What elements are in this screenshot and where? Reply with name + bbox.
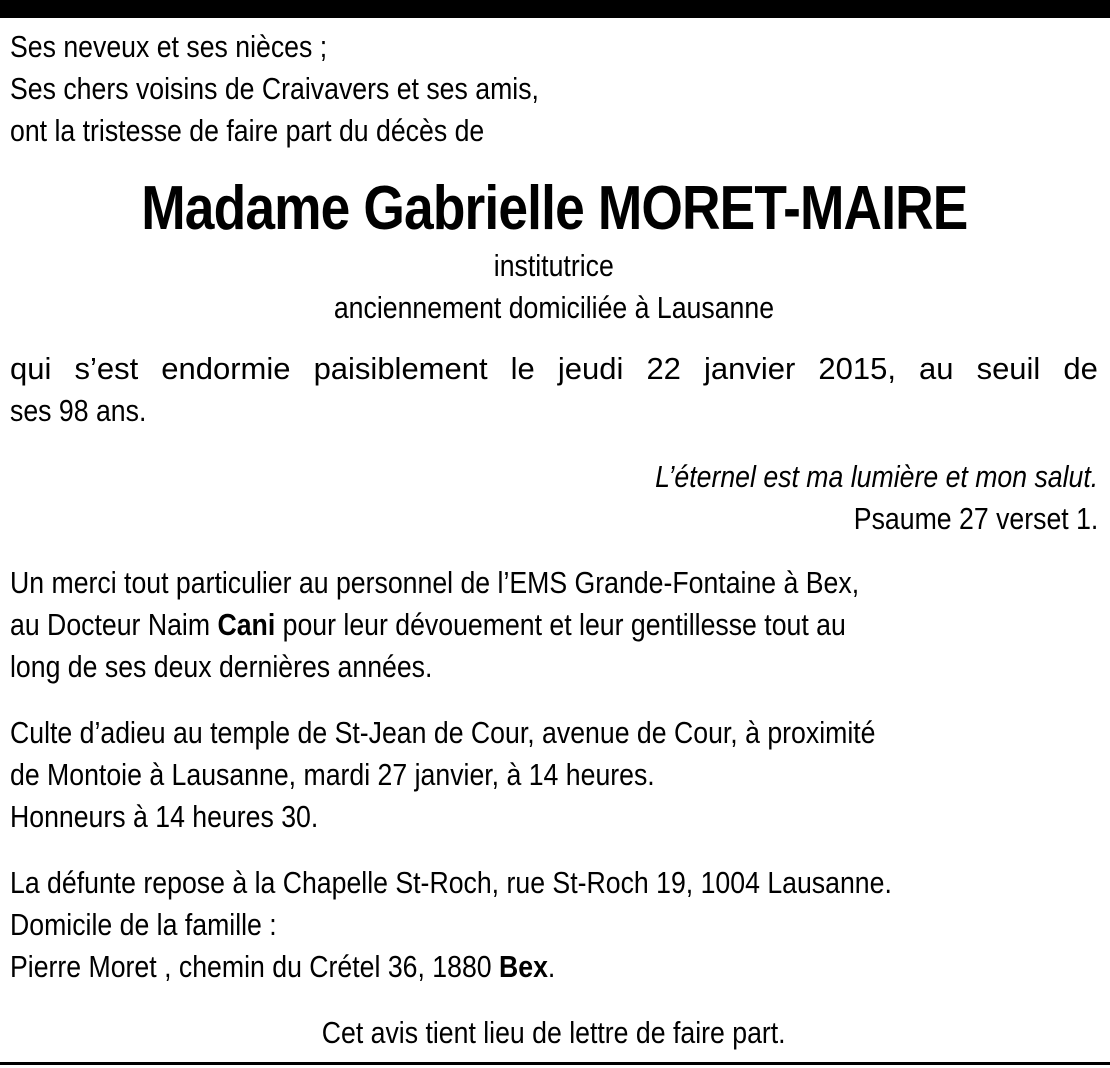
deceased-details bbox=[10, 245, 1098, 329]
rest-line-3-start: Pierre Moret , chemin du Crétel 36, 1880 bbox=[10, 949, 500, 984]
death-line-1-word: seuil bbox=[976, 351, 1041, 386]
verse-block bbox=[10, 456, 1098, 540]
death-line-1-word: au bbox=[919, 351, 954, 386]
doctor-surname: Cani bbox=[217, 607, 276, 642]
closing-block bbox=[10, 1012, 1098, 1054]
intro-block bbox=[10, 26, 1098, 152]
death-line-1-word: le bbox=[510, 351, 535, 386]
death-line-1-word: endormie bbox=[161, 351, 291, 386]
ceremony-line-2: de Montoie à Lausanne, mardi 27 janvier, à 14 heures. bbox=[10, 757, 655, 792]
thanks-line-3: long de ses deux dernières années. bbox=[10, 649, 433, 684]
ceremony-line-3: Honneurs à 14 heures 30. bbox=[10, 799, 319, 834]
death-line-1-word: s’est bbox=[74, 351, 139, 386]
death-line-1-word: de bbox=[1063, 351, 1098, 386]
death-line-1-word: paisiblement bbox=[313, 351, 488, 386]
death-line-1 bbox=[10, 348, 1098, 390]
rest-line-3 bbox=[10, 946, 555, 988]
thanks-block bbox=[10, 562, 1098, 688]
ceremony-line-1: Culte d’adieu au temple de St-Jean de Cour, avenue de Cour, à proximité bbox=[10, 715, 876, 750]
family-town: Bex bbox=[499, 949, 548, 984]
death-line-2: ses 98 ans. bbox=[10, 393, 147, 428]
death-line-1-word: qui bbox=[10, 351, 52, 386]
deceased-residence: anciennement domiciliée à Lausanne bbox=[333, 290, 775, 325]
rest-line-1: La défunte repose à la Chapelle St-Roch, rue St-Roch 19, 1004 Lausanne. bbox=[10, 865, 892, 900]
rest-line-2: Domicile de la famille : bbox=[10, 907, 277, 942]
intro-line-2: Ses chers voisins de Craivavers et ses amis, bbox=[10, 71, 539, 106]
deceased-name: Madame Gabrielle MORET-MAIRE bbox=[140, 174, 968, 243]
death-line-1-word: janvier bbox=[703, 351, 796, 386]
deceased-profession: institutrice bbox=[493, 248, 614, 283]
verse-reference: Psaume 27 verset 1. bbox=[853, 501, 1098, 536]
bottom-border bbox=[0, 1062, 1110, 1065]
thanks-line-2 bbox=[10, 604, 846, 646]
top-border bbox=[0, 0, 1110, 18]
intro-line-3: ont la tristesse de faire part du décès de bbox=[10, 113, 485, 148]
rest-line-3-end: . bbox=[547, 949, 556, 984]
death-line-1-word: 22 bbox=[646, 351, 681, 386]
death-announcement bbox=[10, 348, 1098, 432]
rest-block bbox=[10, 862, 1098, 988]
death-line-1-word: 2015, bbox=[818, 351, 896, 386]
thanks-line-1: Un merci tout particulier au personnel de l’EMS Grande-Fontaine à Bex, bbox=[10, 565, 860, 600]
intro-line-1: Ses neveux et ses nièces ; bbox=[10, 29, 328, 64]
closing-note: Cet avis tient lieu de lettre de faire part. bbox=[322, 1015, 786, 1050]
deceased-name-container bbox=[10, 174, 1098, 244]
verse-quote: L’éternel est ma lumière et mon salut. bbox=[654, 459, 1098, 494]
ceremony-block bbox=[10, 712, 1098, 838]
death-line-1-word: jeudi bbox=[557, 351, 624, 386]
thanks-line-2-start: au Docteur Naim bbox=[10, 607, 218, 642]
thanks-line-2-end: pour leur dévouement et leur gentillesse tout au bbox=[275, 607, 846, 642]
